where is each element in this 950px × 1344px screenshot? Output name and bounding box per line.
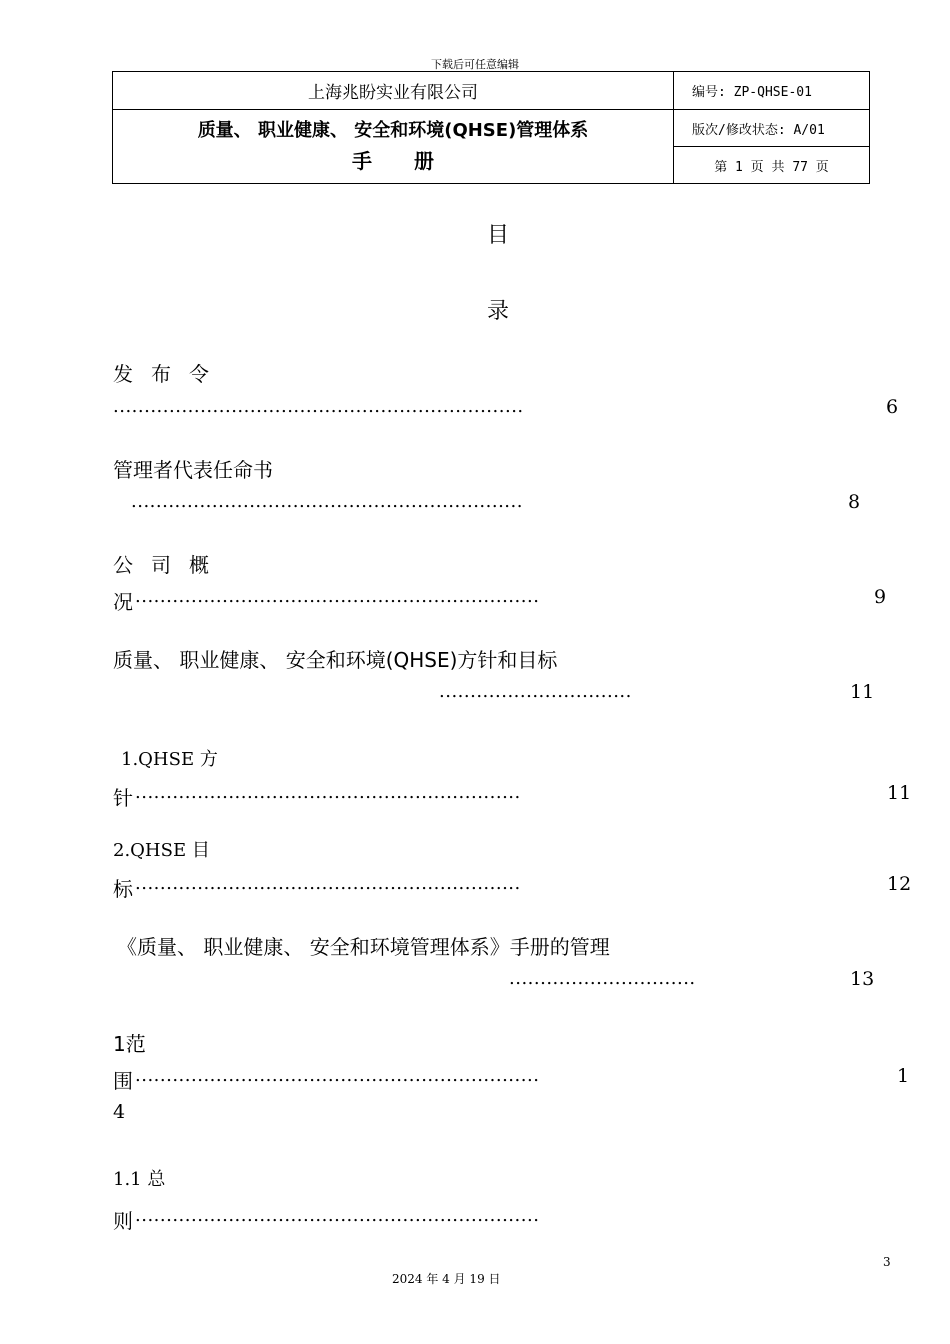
page-info: 第 1 页 共 77 页	[674, 147, 870, 184]
toc-entry-title[interactable]: 1.QHSE 方	[121, 749, 218, 770]
toc-entry-title[interactable]: 1范	[113, 1032, 146, 1056]
toc-dot-leader: ..............................................................	[135, 782, 521, 803]
toc-page-number: 1	[897, 1065, 910, 1087]
doc-number: 编号: ZP-QHSE-01	[674, 72, 870, 110]
toc-entry-title[interactable]: 公司概	[113, 553, 227, 577]
toc-entry-title-cont[interactable]: 标	[113, 877, 133, 901]
toc-page-number: 11	[850, 681, 875, 703]
toc-dot-leader: ...............................	[439, 681, 632, 702]
revision-status: 版次/修改状态: A/01	[674, 110, 870, 147]
toc-dot-leader: ..................................................................	[113, 396, 524, 417]
toc-entry-title-cont[interactable]: 则	[113, 1209, 133, 1233]
toc-entry-title[interactable]: 管理者代表任命书	[113, 458, 273, 482]
toc-dot-leader: .................................................................	[135, 586, 540, 607]
toc-dot-leader: .................................................................	[135, 1065, 540, 1086]
toc-entry-title[interactable]: 1.1 总	[113, 1169, 166, 1190]
manual-title-line2: 手册	[352, 148, 476, 173]
toc-dot-leader: ...............................................................	[131, 491, 523, 512]
footer-date: 2024 年 4 月 19 日	[392, 1272, 501, 1286]
toc-page-number: 6	[886, 396, 899, 418]
toc-page-number: 9	[874, 586, 887, 608]
toc-entry-title-cont[interactable]: 围	[113, 1069, 133, 1093]
toc-entry-title[interactable]: 质量、 职业健康、 安全和环境(QHSE)方针和目标	[113, 648, 558, 672]
toc-dot-leader: .................................................................	[135, 1205, 540, 1226]
page-number: 3	[883, 1255, 891, 1269]
toc-entry-title[interactable]: 发布令	[113, 362, 227, 386]
toc-entry-title[interactable]: 《质量、 职业健康、 安全和环境管理体系》手册的管理	[117, 935, 610, 959]
toc-dot-leader: ..............................	[509, 968, 696, 989]
company-name: 上海兆盼实业有限公司	[113, 72, 674, 110]
top-note: 下载后可任意编辑	[431, 58, 519, 71]
toc-title-char-1: 目	[487, 223, 510, 248]
manual-title-line1: 质量、 职业健康、 安全和环境(QHSE)管理体系	[197, 119, 589, 141]
toc-page-number: 13	[850, 968, 875, 990]
toc-page-number: 12	[887, 873, 912, 895]
document-header-table	[112, 71, 870, 184]
toc-entry-title-cont[interactable]: 况	[113, 590, 133, 614]
toc-dot-leader: ..............................................................	[135, 873, 521, 894]
manual-title	[113, 110, 674, 184]
toc-title-char-2: 录	[487, 299, 510, 324]
toc-page-number: 8	[848, 491, 861, 513]
toc-page-number-cont: 4	[113, 1101, 126, 1123]
toc-entry-title-cont[interactable]: 针	[113, 786, 133, 810]
toc-page-number: 11	[887, 782, 912, 804]
toc-entry-title[interactable]: 2.QHSE 目	[113, 840, 210, 861]
